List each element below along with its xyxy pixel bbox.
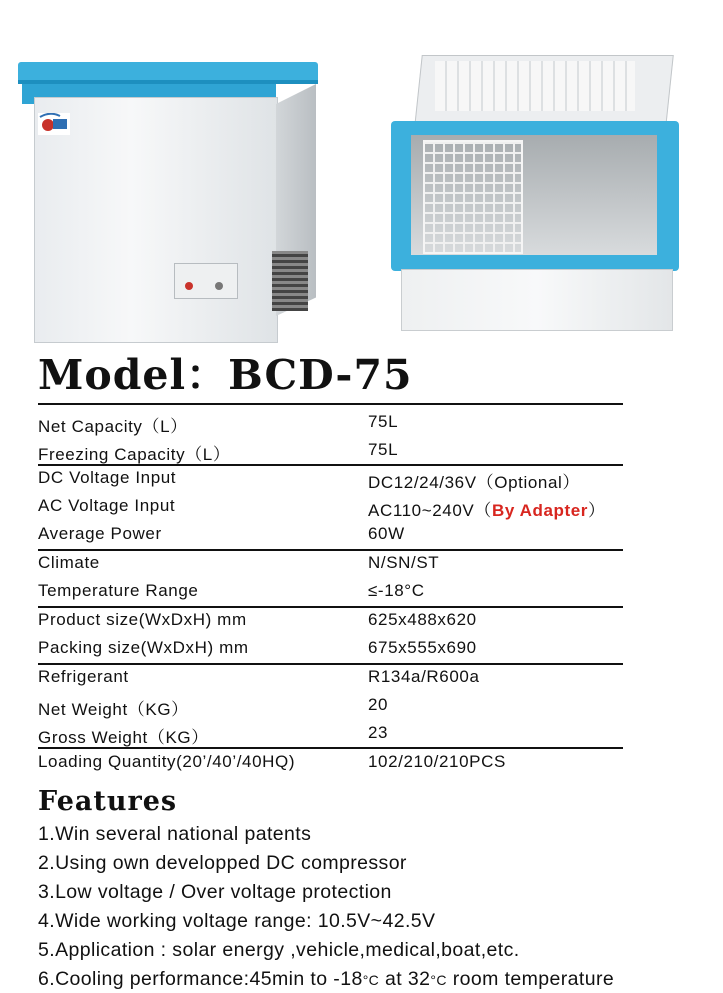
feature-item: 4.Wide working voltage range: 10.5V~42.5V <box>38 910 436 932</box>
divider <box>38 403 623 405</box>
feature-item: 1.Win several national patents <box>38 823 312 845</box>
spec-value: N/SN/ST <box>368 553 440 572</box>
freezer-closed-photo <box>12 55 342 355</box>
spec-row-packing-size <box>38 638 628 666</box>
spec-value: 20 <box>368 695 389 714</box>
spec-value-suffix: ） <box>588 501 606 520</box>
freezer-open-photo <box>383 55 688 335</box>
feature-text: room temperature <box>446 968 615 990</box>
spec-row-average-power <box>38 524 628 552</box>
wire-basket <box>423 140 523 254</box>
spec-row-refrigerant <box>38 667 628 695</box>
model-name: BCD-75 <box>228 351 413 399</box>
spec-row-net-capacity <box>38 412 628 440</box>
spec-value: 625x488x620 <box>368 610 477 629</box>
spec-label: AC Voltage Input <box>38 496 176 515</box>
spec-row-climate <box>38 553 628 581</box>
spec-label: Net Weight（KG） <box>38 700 189 719</box>
spec-value: ≤-18°C <box>368 581 425 600</box>
spec-row-product-size <box>38 610 628 638</box>
model-title <box>38 342 413 401</box>
divider <box>38 663 623 665</box>
spec-row-net-weight <box>38 695 628 723</box>
spec-row-temperature-range <box>38 581 628 609</box>
spec-value: 23 <box>368 723 389 742</box>
divider <box>38 549 623 551</box>
unit-celsius: °C <box>362 972 380 988</box>
spec-label: Net Capacity（L） <box>38 417 188 436</box>
knob-icon <box>185 282 193 290</box>
knob-icon <box>215 282 223 290</box>
model-label: Model： <box>38 351 229 399</box>
control-panel <box>174 263 238 299</box>
features-heading: Features <box>38 786 178 817</box>
adapter-note: By Adapter <box>491 501 589 520</box>
freezer-lid-top <box>18 62 318 84</box>
spec-value: 102/210/210PCS <box>368 752 506 771</box>
feature-item: 3.Low voltage / Over voltage protection <box>38 881 392 903</box>
spec-value: 60W <box>368 524 405 543</box>
freezer-body <box>34 97 278 343</box>
spec-label: Packing size(WxDxH) mm <box>38 638 249 657</box>
lid-inner-pattern <box>435 61 635 111</box>
spec-label: Freezing Capacity（L） <box>38 445 231 464</box>
spec-label: DC Voltage Input <box>38 468 177 487</box>
feature-text: at 32 <box>379 968 431 990</box>
spec-label: Gross Weight（KG） <box>38 728 209 747</box>
feature-item: 2.Using own developped DC compressor <box>38 852 407 874</box>
spec-label: Refrigerant <box>38 667 129 686</box>
divider <box>38 464 623 466</box>
brand-logo-icon <box>38 113 70 135</box>
spec-label: Product size(WxDxH) mm <box>38 610 247 629</box>
spec-row-ac-voltage <box>38 496 628 524</box>
spec-value: R134a/R600a <box>368 667 480 686</box>
spec-value: 75L <box>368 412 399 431</box>
feature-item: 5.Application : solar energy ,vehicle,medical,boat,etc. <box>38 939 520 961</box>
spec-label: Temperature Range <box>38 581 199 600</box>
feature-text: 6.Cooling performance:45min to -18 <box>38 968 363 990</box>
compressor-vent <box>272 251 308 311</box>
spec-label: Average Power <box>38 524 162 543</box>
spec-row-dc-voltage <box>38 468 628 496</box>
freezer-body-front <box>401 269 673 331</box>
spec-row-loading-quantity <box>38 752 628 780</box>
spec-value: 75L <box>368 440 399 459</box>
feature-item-cooling <box>38 968 614 991</box>
spec-value <box>368 496 606 521</box>
unit-celsius: °C <box>430 972 447 988</box>
divider <box>38 747 623 749</box>
spec-label: Loading Quantity(20’/40’/40HQ) <box>38 752 296 771</box>
divider <box>38 606 623 608</box>
spec-label: Climate <box>38 553 100 572</box>
spec-value: 675x555x690 <box>368 638 477 657</box>
spec-value-prefix: AC110~240V（ <box>368 501 492 520</box>
spec-value: DC12/24/36V（Optional） <box>368 473 580 492</box>
